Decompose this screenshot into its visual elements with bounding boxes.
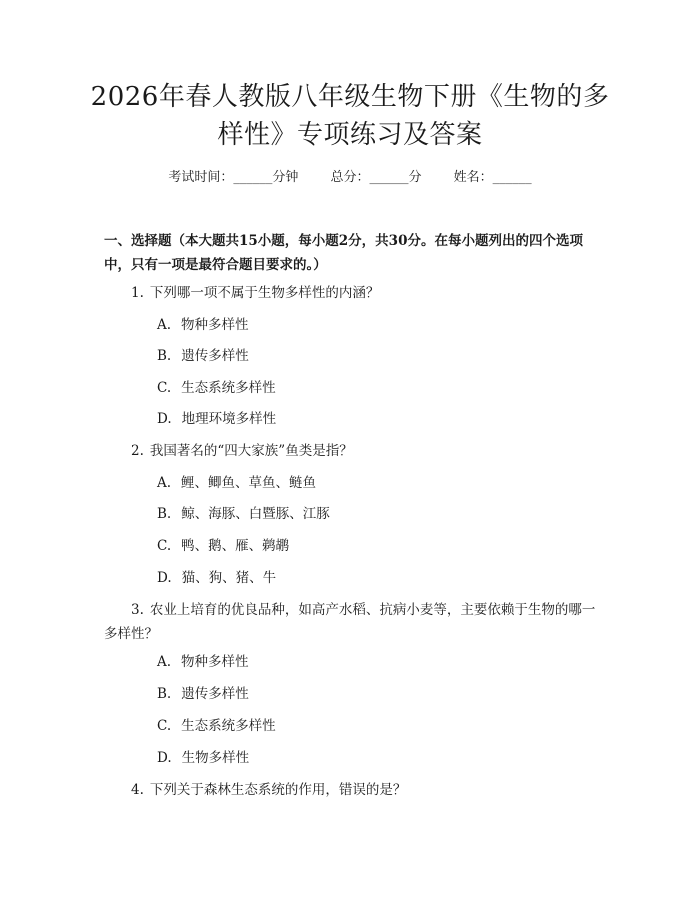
question-1-option-b (157, 344, 597, 368)
exam-info-line (0, 168, 700, 188)
option-text: 遗传多样性 (181, 348, 249, 364)
option-text: 地理环境多样性 (181, 411, 277, 427)
option-text: 物种多样性 (181, 654, 249, 670)
question-1-option-d (157, 407, 597, 431)
section-heading: 一、选择题（本大题共15小题，每小题2分，共30分。在每小题列出的四个选项中，只有一项是最符合题目要求的。） (104, 233, 583, 273)
question-2 (104, 439, 604, 463)
question-2-option-d (157, 566, 597, 590)
question-3-option-d (157, 746, 597, 770)
question-3-option-c (157, 714, 597, 738)
option-letter: A. (157, 654, 172, 670)
question-3-option-b (157, 682, 597, 706)
question-text: 农业上培育的优良品种，如高产水稻、抗病小麦等，主要依赖于生物的哪一多样性？ (104, 602, 596, 642)
option-letter: D. (157, 411, 172, 427)
option-letter: A. (157, 475, 172, 491)
question-number: 1. (131, 285, 144, 301)
question-3-option-a (157, 650, 597, 674)
question-4 (104, 778, 604, 802)
question-1 (104, 281, 604, 305)
student-name-field: 姓名：______ (453, 170, 532, 185)
option-text: 物种多样性 (181, 317, 249, 333)
question-number: 3. (131, 602, 144, 618)
option-text: 生物多样性 (181, 750, 250, 766)
option-text: 鲤、鲫鱼、草鱼、鲢鱼 (181, 475, 317, 491)
question-2-option-b (157, 502, 597, 526)
question-2-option-c (157, 534, 597, 558)
question-text: 下列哪一项不属于生物多样性的内涵？ (149, 285, 380, 301)
question-1-option-c (157, 376, 597, 400)
question-number: 4. (131, 782, 144, 798)
exam-time-field: 考试时间：______分钟 (168, 170, 299, 185)
question-text: 下列关于森林生态系统的作用，错误的是？ (149, 782, 407, 798)
question-number: 2. (131, 443, 144, 459)
option-letter: A. (157, 317, 172, 333)
question-text: 我国著名的“四大家族”鱼类是指？ (149, 443, 353, 459)
question-1-option-a (157, 313, 597, 337)
option-text: 猫、狗、猪、牛 (181, 570, 277, 586)
option-text: 鸭、鹅、雁、鹈鹕 (181, 538, 290, 554)
question-2-option-a (157, 471, 597, 495)
option-letter: C. (157, 538, 172, 554)
option-text: 遗传多样性 (181, 686, 249, 702)
option-letter: B. (157, 686, 172, 702)
document-title: 2026年春人教版八年级生物下册《生物的多样性》专项练习及答案 (90, 82, 610, 150)
option-text: 生态系统多样性 (181, 380, 276, 396)
question-3 (104, 598, 604, 646)
option-letter: B. (157, 506, 172, 522)
option-text: 鲸、海豚、白暨豚、江豚 (181, 506, 330, 522)
total-score-field: 总分：______分 (330, 170, 422, 185)
option-text: 生态系统多样性 (181, 718, 276, 734)
option-letter: D. (157, 570, 172, 586)
option-letter: C. (157, 718, 172, 734)
option-letter: B. (157, 348, 172, 364)
option-letter: D. (157, 750, 172, 766)
option-letter: C. (157, 380, 172, 396)
